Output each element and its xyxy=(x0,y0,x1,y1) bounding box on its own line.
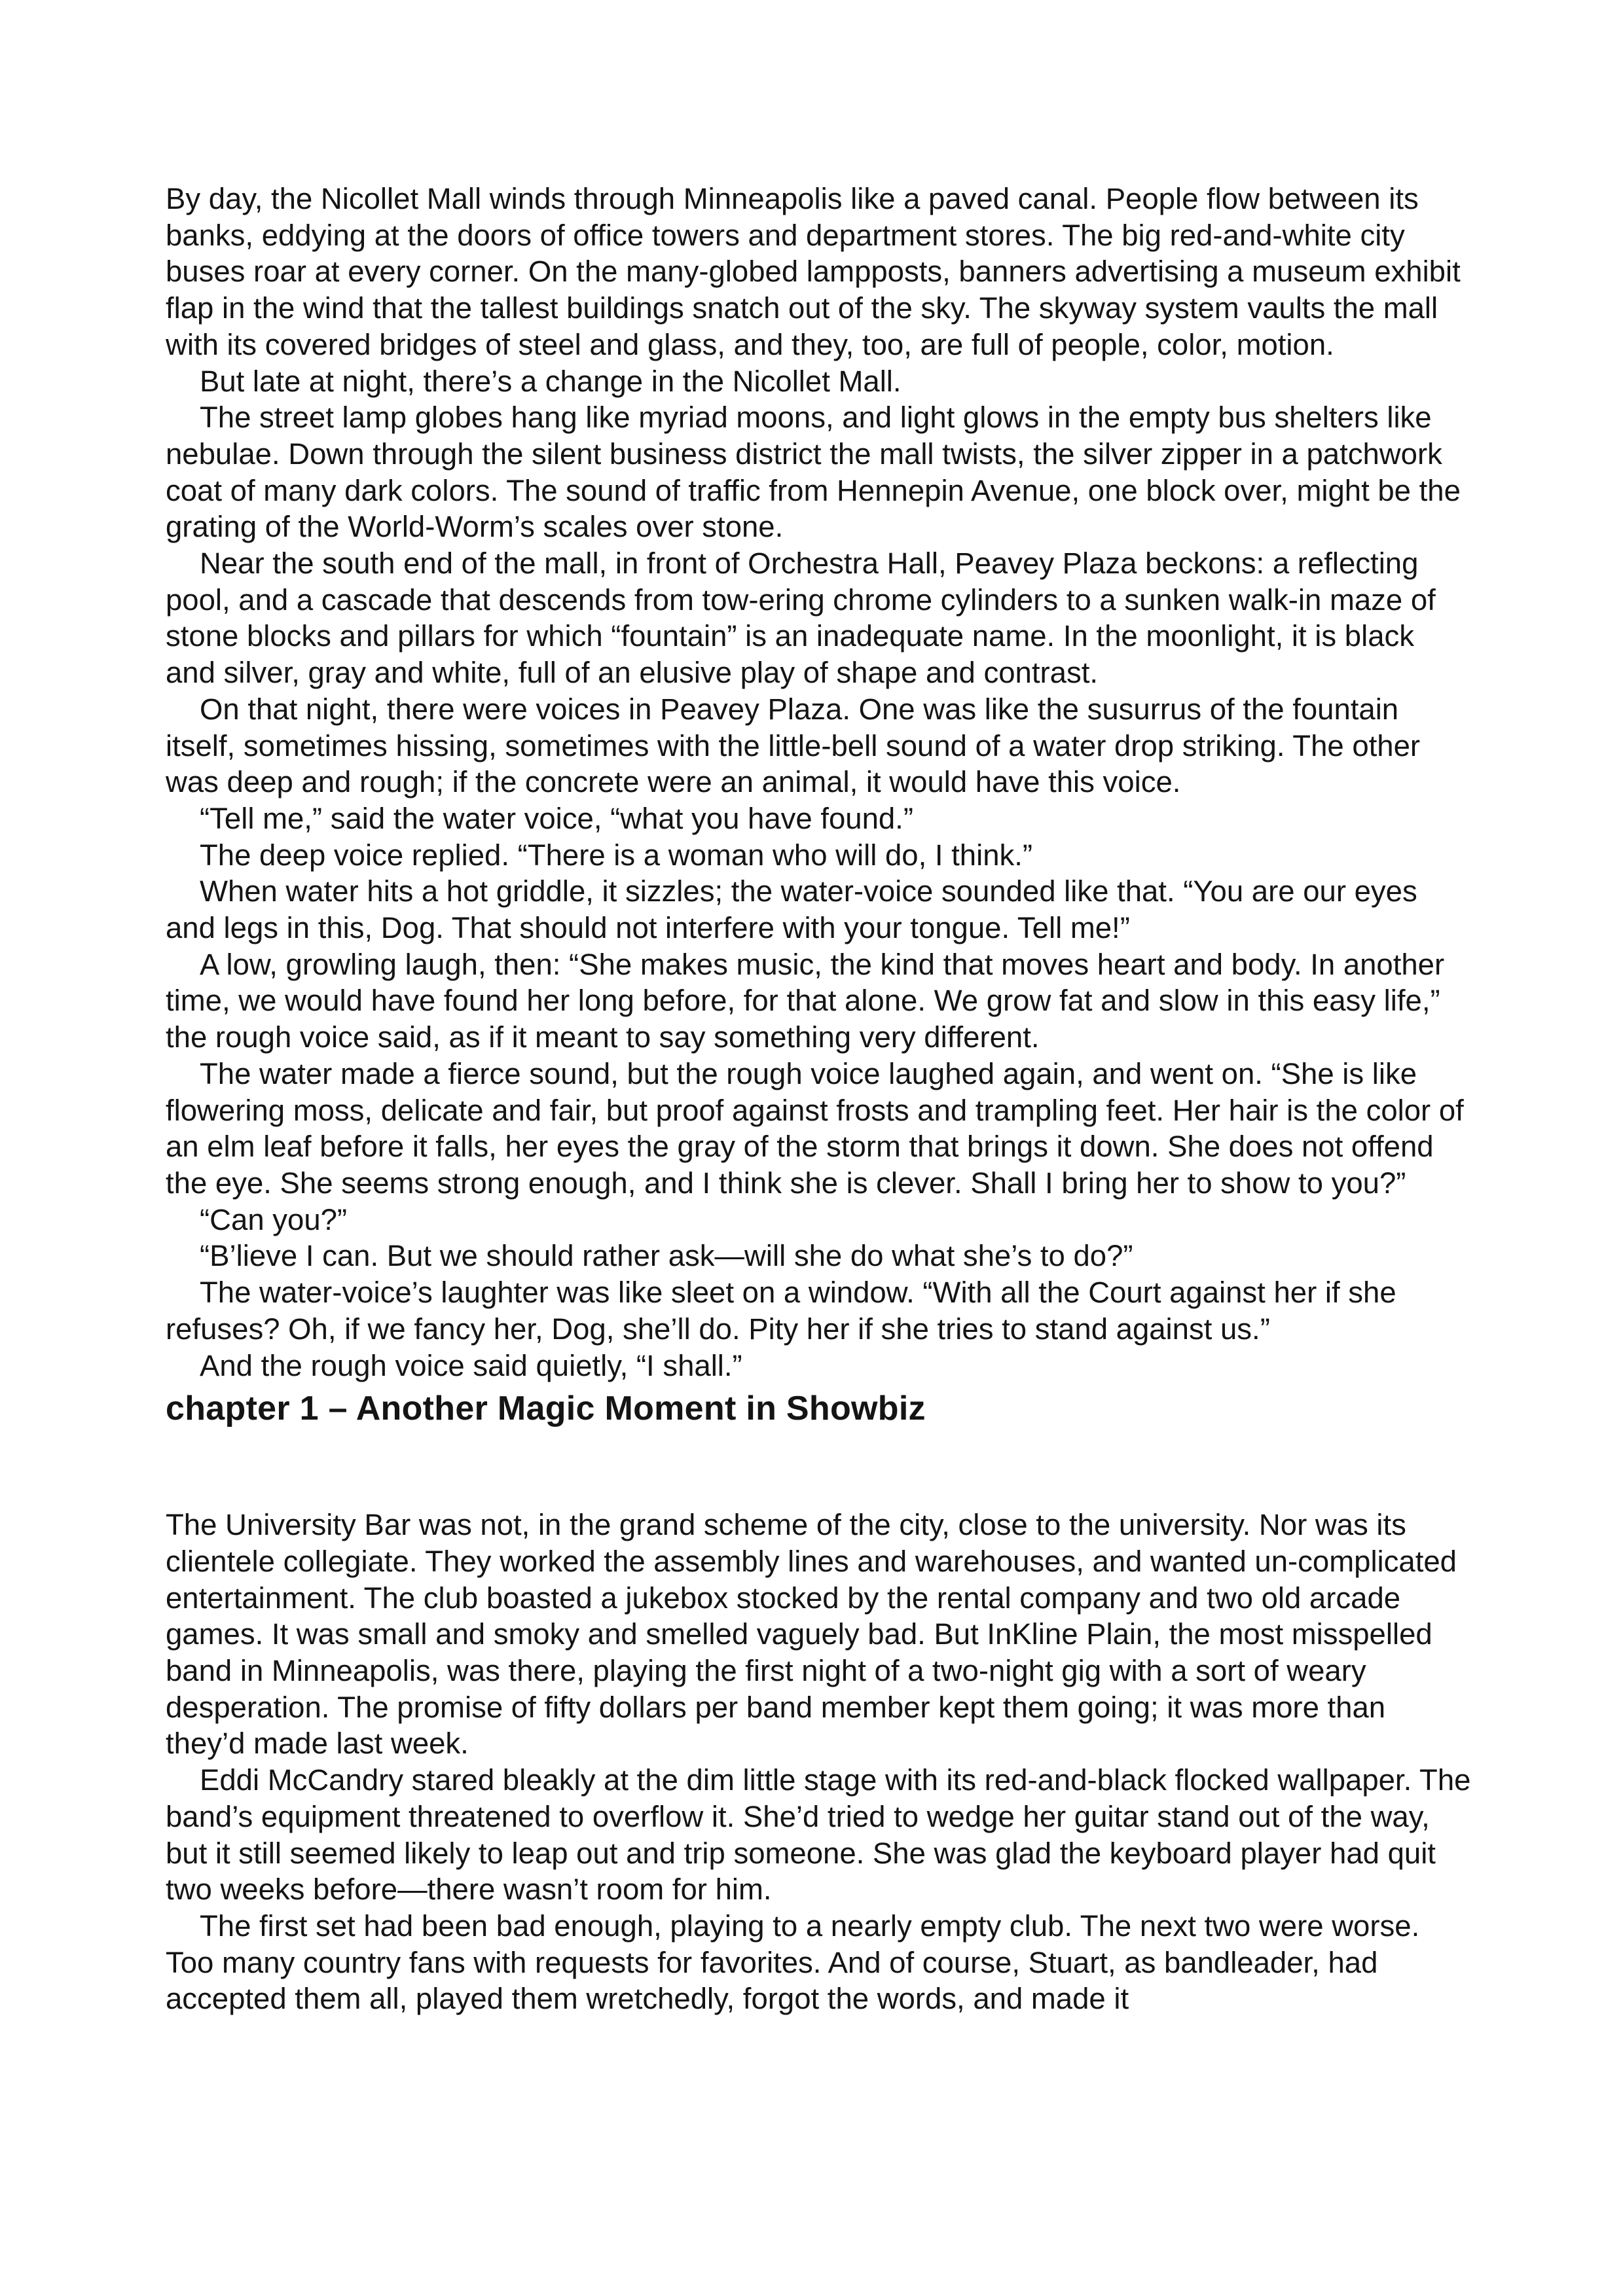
paragraph: But late at night, there’s a change in the Nicollet Mall. xyxy=(200,364,902,398)
paragraph: And the rough voice said quietly, “I shall.” xyxy=(200,1348,742,1382)
paragraph: “B’lieve I can. But we should rather ask—will she do what she’s to do?” xyxy=(200,1239,1133,1273)
paragraph: The deep voice replied. “There is a woman who will do, I think.” xyxy=(200,838,1033,872)
paragraph: “Can you?” xyxy=(200,1202,348,1236)
paragraph: When water hits a hot griddle, it sizzles; the water-voice sounded like that. “You are our eyes and legs in this, Dog. That should not interfere with your tongue. Tell me!” xyxy=(166,874,1417,945)
prologue-section xyxy=(166,181,1472,1384)
paragraph: The first set had been bad enough, playing to a nearly empty club. The next two were worse. Too many country fans with requests for favorites. And of course, Stuart, as bandleader, had accepted them all, played them wretchedly, forgot the words, and made it xyxy=(166,1909,1420,2016)
paragraph: By day, the Nicollet Mall winds through Minneapolis like a paved canal. People flow between its banks, eddying at the doors of office towers and department stores. The big red-and-white city buses roar at every corner. On the many-globed lampposts, banners advertising a museum exhibit flap in the wind that the tallest buildings snatch out of the sky. The skyway system vaults the mall with its covered bridges of steel and glass, and they, too, are full of people, color, motion. xyxy=(166,182,1461,361)
paragraph: A low, growling laugh, then: “She makes music, the kind that moves heart and body. In another time, we would have found her long before, for that alone. We grow fat and slow in this easy life,” the rough voice said, as if it meant to say something very different. xyxy=(166,947,1445,1054)
chapter-heading: chapter 1 – Another Magic Moment in Showbiz xyxy=(166,1390,926,1428)
document-page xyxy=(166,181,1472,2017)
paragraph: On that night, there were voices in Peavey Plaza. One was like the susurrus of the fountain itself, sometimes hissing, sometimes with the little-bell sound of a water drop striking. The other was deep and rough; if the concrete were an animal, it would have this voice. xyxy=(166,692,1421,799)
chapter-spacer xyxy=(166,1429,1472,1507)
paragraph: Eddi McCandry stared bleakly at the dim little stage with its red-and-black flocked wallpaper. The band’s equipment threatened to overflow it. She’d tried to wedge her guitar stand out of the way, but it still seemed likely to leap out and trip someone. She was glad the keyboard player had quit two weeks before—there wasn’t room for him. xyxy=(166,1763,1471,1907)
paragraph: Near the south end of the mall, in front of Orchestra Hall, Peavey Plaza beckons: a reflecting pool, and a cascade that descends from tow-ering chrome cylinders to a sunken walk-in maze of stone blocks and pillars for which “fountain” is an inadequate name. In the moonlight, it is black and silver, gray and white, full of an elusive play of shape and contrast. xyxy=(166,547,1436,690)
chapter-body xyxy=(166,1507,1472,2017)
paragraph: “Tell me,” said the water voice, “what you have found.” xyxy=(200,801,913,835)
paragraph: The water made a fierce sound, but the rough voice laughed again, and went on. “She is like flowering moss, delicate and fair, but proof against frosts and trampling feet. Her hair is the color of an elm leaf before it falls, her eyes the gray of the storm that brings it down. She does not offend the eye. She seems strong enough, and I think she is clever. Shall I bring her to show to you?” xyxy=(166,1056,1464,1200)
paragraph: The University Bar was not, in the grand scheme of the city, close to the university. Nor was its clientele collegiate. They worked the assembly lines and warehouses, and wanted un-complicated entertainment. The club boasted a jukebox stocked by the rental company and two old arcade games. It was small and smoky and smelled vaguely bad. But InKline Plain, the most misspelled band in Minneapolis, was there, playing the first night of a two-night gig with a sort of weary desperation. The promise of fifty dollars per band member kept them going; it was more than they’d made last week. xyxy=(166,1508,1457,1761)
paragraph: The street lamp globes hang like myriad moons, and light glows in the empty bus shelters like nebulae. Down through the silent business district the mall twists, the silver zipper in a patchwork coat of many dark colors. The sound of traffic from Hennepin Avenue, one block over, might be the grating of the World-Worm’s scales over stone. xyxy=(166,401,1461,544)
paragraph: The water-voice’s laughter was like sleet on a window. “With all the Court against her if she refuses? Oh, if we fancy her, Dog, she’ll do. Pity her if she tries to stand against us.” xyxy=(166,1276,1396,1346)
